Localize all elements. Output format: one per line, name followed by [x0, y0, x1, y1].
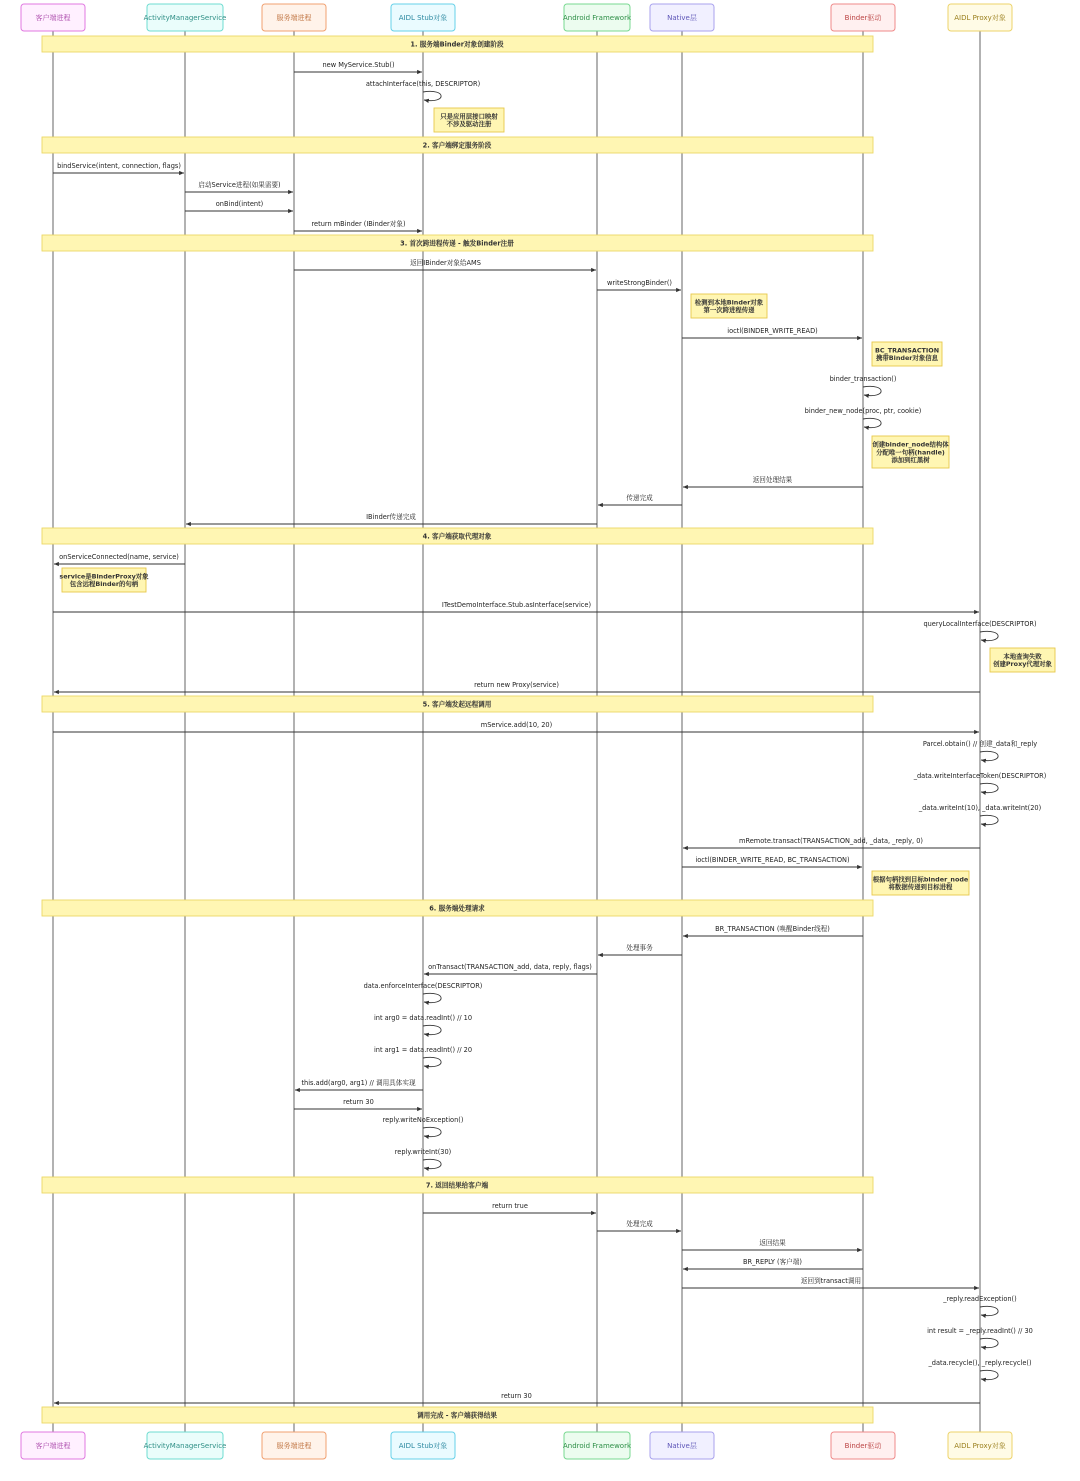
- message-label: int arg1 = data.readInt() // 20: [373, 1046, 473, 1054]
- self-message-arrow: [980, 1306, 998, 1315]
- participant-client-bottom: [21, 1432, 85, 1459]
- participant-client-top: [21, 4, 85, 31]
- message: [54, 1392, 980, 1403]
- section-label: 2. 客户端绑定服务阶段: [422, 141, 492, 150]
- note: [872, 871, 969, 895]
- participants-bottom: [21, 1432, 1012, 1459]
- message: [597, 1219, 681, 1231]
- message: [185, 180, 293, 192]
- self-message-arrow: [980, 1370, 998, 1379]
- message-label: return new Proxy(service): [474, 681, 559, 689]
- message: [185, 200, 293, 211]
- message-label: _data.recycle(), _reply.recycle(): [928, 1359, 1032, 1367]
- participant-label: Native层: [667, 14, 697, 22]
- self-message-arrow: [423, 91, 441, 100]
- self-message-arrow: [980, 815, 998, 824]
- note-line: BC_TRANSACTION: [874, 346, 940, 355]
- note-line: 只是应用层接口映射: [440, 112, 498, 121]
- participant-label: ActivityManagerService: [143, 1442, 227, 1450]
- message-label: attachInterface(this, DESCRIPTOR): [365, 80, 481, 88]
- message-label: onServiceConnected(name, service): [59, 553, 179, 561]
- note: [871, 436, 949, 468]
- participant-stub-bottom: [391, 1432, 455, 1459]
- section-bar: [42, 900, 873, 916]
- section-label: 5. 客户端发起远程调用: [422, 700, 492, 709]
- section-label: 调用完成 - 客户端获得结果: [417, 1411, 497, 1420]
- message: [53, 721, 979, 732]
- message: [683, 837, 980, 848]
- self-message-arrow: [980, 751, 998, 760]
- self-message-arrow: [980, 631, 998, 640]
- self-message-arrow: [863, 418, 881, 427]
- participant-label: Binder驱动: [844, 14, 882, 22]
- message-label: IBinder传递完成: [366, 513, 416, 521]
- note-line: service是BinderProxy对象: [59, 572, 149, 581]
- participant-proxy-top: [948, 4, 1012, 31]
- note-line: 将数据传递到目标进程: [888, 883, 953, 892]
- message: [682, 327, 862, 338]
- note-line: 本地查询失败: [1003, 652, 1042, 661]
- message: [54, 681, 980, 692]
- participant-label: AIDL Proxy对象: [954, 1442, 1006, 1450]
- participant-label: Native层: [667, 1442, 697, 1450]
- message-label: new MyService.Stub(): [322, 61, 395, 69]
- message-label: 传递完成: [626, 494, 653, 502]
- message-label: Parcel.obtain() // 创建_data和_reply: [922, 740, 1038, 748]
- participant-native-bottom: [650, 1432, 714, 1459]
- note-line: 根据句柄找到目标binder_node: [872, 875, 969, 884]
- message-label: 返回到transact调用: [800, 1277, 862, 1285]
- note: [434, 108, 504, 132]
- note-line: 携带Binder对象信息: [875, 354, 939, 363]
- note-line: 创建Proxy代理对象: [993, 660, 1052, 669]
- participant-ams-bottom: [144, 1432, 227, 1459]
- section-bar: [42, 1407, 873, 1423]
- message-label: int result = _reply.readInt() // 30: [927, 1327, 1033, 1335]
- message-label: int arg0 = data.readInt() // 10: [373, 1014, 473, 1022]
- note: [691, 294, 767, 318]
- participant-label: Android Framework: [562, 14, 632, 22]
- message-label: BR_REPLY (客户端): [743, 1258, 802, 1266]
- message-label: onTransact(TRANSACTION_add, data, reply, flags): [428, 963, 592, 971]
- message-label: 处理事务: [626, 944, 653, 952]
- message: [53, 601, 979, 612]
- section-label: 1. 服务端Binder对象创建阶段: [410, 40, 504, 49]
- message-label: return mBinder (IBinder对象): [311, 220, 406, 228]
- section-bar: [42, 528, 873, 544]
- self-message-arrow: [980, 1338, 998, 1347]
- note-line: 不涉及驱动注册: [446, 120, 492, 129]
- section-bar: [42, 696, 873, 712]
- messages: [53, 61, 1046, 1403]
- participant-label: AIDL Stub对象: [398, 1442, 448, 1450]
- note: [59, 568, 149, 592]
- self-message-arrow: [863, 386, 881, 395]
- message-label: mService.add(10, 20): [480, 721, 553, 729]
- participants-top: [21, 4, 1012, 31]
- participant-label: 服务端进程: [276, 1442, 312, 1450]
- participant-framework-top: [563, 4, 632, 31]
- message-label: 返回IBinder对象给AMS: [410, 259, 481, 267]
- message-label: return 30: [501, 1392, 532, 1400]
- section-label: 3. 首次跨进程传递 - 触发Binder注册: [400, 239, 514, 248]
- message: [597, 279, 681, 290]
- message-label: onBind(intent): [215, 200, 264, 208]
- self-message-arrow: [423, 1159, 441, 1168]
- message-label: queryLocalInterface(DESCRIPTOR): [923, 620, 1037, 628]
- message-label: binder_new_node(proc, ptr, cookie): [804, 407, 922, 415]
- self-message-arrow: [423, 1025, 441, 1034]
- message-label: return 30: [343, 1098, 374, 1106]
- participant-label: AIDL Proxy对象: [954, 14, 1006, 22]
- message-label: mRemote.transact(TRANSACTION_add, _data, _reply, 0): [739, 837, 923, 845]
- message-label: data.enforceInterface(DESCRIPTOR): [363, 982, 483, 990]
- note-line: 第一次跨进程传递: [703, 306, 755, 315]
- participant-driver-top: [831, 4, 895, 31]
- self-message-arrow: [980, 783, 998, 792]
- message: [918, 804, 1041, 825]
- note: [990, 648, 1055, 672]
- message-label: 返回处理结果: [752, 476, 793, 484]
- message: [598, 943, 682, 955]
- message: [424, 963, 597, 974]
- section-bar: [42, 36, 873, 52]
- self-message-arrow: [423, 1057, 441, 1066]
- section-label: 7. 返回结果给客户端: [425, 1181, 489, 1190]
- message: [294, 1098, 422, 1109]
- message-label: reply.writeInt(30): [394, 1148, 452, 1156]
- section-bar: [42, 235, 873, 251]
- message-label: reply.writeNoException(): [382, 1116, 464, 1124]
- message: [294, 61, 422, 72]
- participant-label: 服务端进程: [276, 14, 312, 22]
- message: [295, 1078, 423, 1090]
- message: [683, 475, 863, 487]
- participant-label: AIDL Stub对象: [398, 14, 448, 22]
- message: [682, 1238, 862, 1250]
- participant-server-bottom: [262, 1432, 326, 1459]
- participant-proxy-bottom: [948, 1432, 1012, 1459]
- participant-server-top: [262, 4, 326, 31]
- self-message-arrow: [423, 993, 441, 1002]
- note-line: 包含远程Binder的句柄: [69, 580, 139, 589]
- message-label: return true: [492, 1202, 528, 1210]
- note-line: 分配唯一句柄(handle): [876, 448, 945, 457]
- participant-label: Binder驱动: [844, 1442, 882, 1450]
- message: [683, 924, 863, 936]
- message: [942, 1295, 1016, 1316]
- message-label: binder_transaction(): [829, 375, 897, 383]
- message: [186, 512, 597, 524]
- message-label: BR_TRANSACTION (唤醒Binder线程): [715, 925, 830, 933]
- message: [294, 258, 596, 270]
- message-label: writeStrongBinder(): [607, 279, 672, 287]
- participant-framework-bottom: [563, 1432, 632, 1459]
- notes: [59, 108, 1055, 895]
- message-label: bindService(intent, connection, flags): [57, 162, 181, 170]
- message-label: 返回结果: [759, 1239, 786, 1247]
- note-line: 创建binder_node结构体: [872, 440, 949, 449]
- section-label: 4. 客户端获取代理对象: [422, 532, 492, 541]
- participant-label: ActivityManagerService: [143, 14, 227, 22]
- sections: [42, 36, 873, 1423]
- section-bar: [42, 137, 873, 153]
- message-label: this.add(arg0, arg1) // 调用具体实现: [301, 1079, 416, 1087]
- message: [423, 1202, 596, 1213]
- message-label: ITestDemoInterface.Stub.asInterface(service): [441, 601, 592, 609]
- participant-ams-top: [144, 4, 227, 31]
- message-label: 处理完成: [626, 1220, 653, 1228]
- message: [54, 553, 185, 564]
- message: [682, 856, 862, 867]
- message-label: _data.writeInterfaceToken(DESCRIPTOR): [913, 772, 1047, 780]
- note-line: 检测到本地Binder对象: [694, 298, 764, 307]
- message: [682, 1276, 979, 1288]
- section-label: 6. 服务端处理请求: [429, 904, 485, 913]
- message: [53, 162, 184, 173]
- message: [927, 1359, 1031, 1380]
- participant-native-top: [650, 4, 714, 31]
- note: [872, 342, 942, 366]
- message-label: _reply.readException(): [943, 1295, 1017, 1303]
- note-line: 添加到红黑树: [891, 455, 930, 464]
- message: [598, 493, 682, 505]
- message-label: ioctl(BINDER_WRITE_READ): [727, 327, 818, 335]
- message: [913, 772, 1047, 793]
- message: [683, 1257, 863, 1269]
- participant-stub-top: [391, 4, 455, 31]
- participant-label: 客户端进程: [35, 14, 71, 22]
- message: [294, 219, 422, 231]
- message-label: ioctl(BINDER_WRITE_READ, BC_TRANSACTION): [695, 856, 850, 864]
- message-label: 启动Service进程(如果需要): [198, 181, 281, 189]
- participant-label: Android Framework: [562, 1442, 632, 1450]
- self-message-arrow: [423, 1127, 441, 1136]
- section-bar: [42, 1177, 873, 1193]
- participant-driver-bottom: [831, 1432, 895, 1459]
- participant-label: 客户端进程: [35, 1442, 71, 1450]
- message-label: _data.writeInt(10), _data.writeInt(20): [918, 804, 1042, 812]
